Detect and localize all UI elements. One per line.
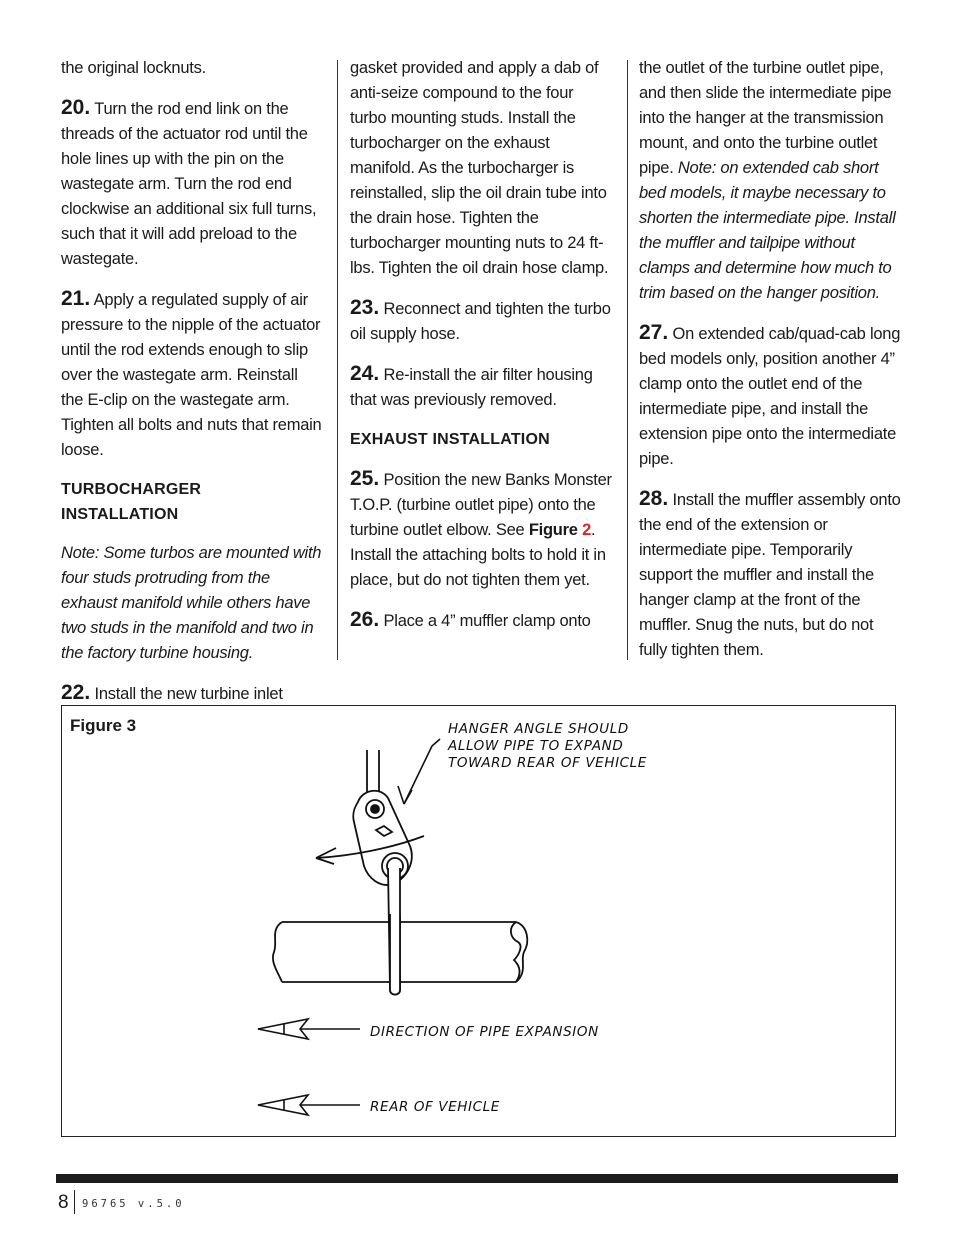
- column-divider: [337, 60, 338, 660]
- callout-line-2: ALLOW PIPE TO EXPAND: [448, 738, 624, 754]
- step-25: [350, 466, 614, 593]
- hanger-diagram: [62, 706, 895, 1136]
- hanger-loop-front: [390, 914, 400, 995]
- figure-3-box: [61, 705, 896, 1137]
- step-23: [350, 295, 614, 347]
- rear-of-vehicle-label: REAR OF VEHICLE: [370, 1099, 500, 1115]
- step-number: 23.: [350, 296, 380, 319]
- step-text-end: . Install the attaching bolts to hold it in place, but do not tighten them yet.: [350, 521, 606, 589]
- callout-line-1: HANGER ANGLE SHOULD: [448, 721, 629, 737]
- step-24: [350, 361, 614, 413]
- step-text: Re-install the air filter housing that was previously removed.: [350, 366, 593, 409]
- rear-of-vehicle-arrow: [258, 1095, 360, 1115]
- step-number: 26.: [350, 608, 380, 631]
- callout-leader-arrow: [398, 739, 440, 804]
- continued-paragraph: the original locknuts.: [61, 59, 206, 77]
- column-divider: [627, 60, 628, 660]
- step-number: 27.: [639, 321, 669, 344]
- step-number: 21.: [61, 287, 91, 310]
- page-number: 8: [58, 1192, 69, 1213]
- footer-bar: [56, 1174, 898, 1183]
- continued-paragraph: gasket provided and apply a dab of anti-seize compound to the four turbo mounting studs. Install the turbocharger on the exhaust manifold. As the turbocharger is reinstalled, slip the oil drain tube into the drain hose. Tighten the turbocharger mounting nuts to 24 ft-lbs. Tighten the oil drain hose clamp.: [350, 59, 609, 277]
- continued-text: the outlet of the turbine outlet pipe, and then slide the intermediate pipe into the hanger at the transmission mount, and onto the turbine outlet pipe.: [639, 59, 892, 177]
- pipe-expansion-label: DIRECTION OF PIPE EXPANSION: [370, 1024, 599, 1040]
- figure-reference-link[interactable]: 2: [582, 521, 592, 539]
- rubber-isolator: [353, 791, 412, 885]
- section-heading-turbocharger: TURBOCHARGER INSTALLATION: [61, 481, 202, 523]
- step-text: Turn the rod end link on the threads of the actuator rod until the hole lines up with the pin on the wastegate arm. Turn the rod end clockwise an additional six full turns, such that it will add preload to the wastegate.: [61, 100, 317, 268]
- step-22: [61, 680, 323, 707]
- step-number: 22.: [61, 681, 91, 704]
- note-paragraph: Note: Some turbos are mounted with four studs protruding from the exhaust manifold while others have two studs in the manifold and two in the factory turbine housing.: [61, 544, 322, 662]
- step-21: [61, 286, 323, 463]
- text-column-3: [639, 56, 903, 677]
- figure-reference-word: Figure: [528, 521, 578, 539]
- step-26: [350, 607, 614, 634]
- step-text: Reconnect and tighten the turbo oil supply hose.: [350, 300, 611, 343]
- section-heading-exhaust: EXHAUST INSTALLATION: [350, 431, 550, 448]
- document-id: 96765 v.5.0: [82, 1198, 185, 1210]
- figure-label: Figure 3: [70, 716, 137, 735]
- continued-paragraph: [639, 56, 903, 306]
- step-text: Install the muffler assembly onto the end of the extension or intermediate pipe. Temporarily support the muffler and install the hanger clamp at the front of the muffler. Snug the nuts, but do not fully tighten them.: [639, 491, 901, 659]
- text-column-2: [350, 56, 614, 648]
- step-text: Place a 4” muffler clamp onto: [383, 612, 591, 630]
- step-text: Position the new Banks Monster T.O.P. (turbine outlet pipe) onto the turbine outlet elbow. See: [350, 471, 612, 539]
- step-number: 25.: [350, 467, 380, 490]
- step-number: 20.: [61, 96, 91, 119]
- step-text: On extended cab/quad-cab long bed models only, position another 4” clamp onto the outlet end of the intermediate pipe, and install the extension pipe onto the intermediate pipe.: [639, 325, 901, 468]
- step-text: Apply a regulated supply of air pressure to the nipple of the actuator until the rod extends enough to slip over the wastegate arm. Reinstall the E-clip on the wastegate arm. Tighten all bolts and nuts that remain loose.: [61, 291, 322, 459]
- step-text: Install the new turbine inlet: [94, 685, 283, 703]
- footer-divider: [74, 1190, 75, 1214]
- callout-line-3: TOWARD REAR OF VEHICLE: [448, 755, 647, 771]
- step-20: [61, 95, 323, 272]
- text-column-1: [61, 56, 323, 721]
- step-28: [639, 486, 903, 663]
- step-number: 24.: [350, 362, 380, 385]
- note-text: Note: on extended cab short bed models, it maybe necessary to shorten the intermediate pipe. Install the muffler and tailpipe without clamps and determine how much to trim based on the hanger position.: [639, 159, 896, 302]
- pipe-expansion-arrow: [258, 1019, 360, 1039]
- step-number: 28.: [639, 487, 669, 510]
- step-27: [639, 320, 903, 472]
